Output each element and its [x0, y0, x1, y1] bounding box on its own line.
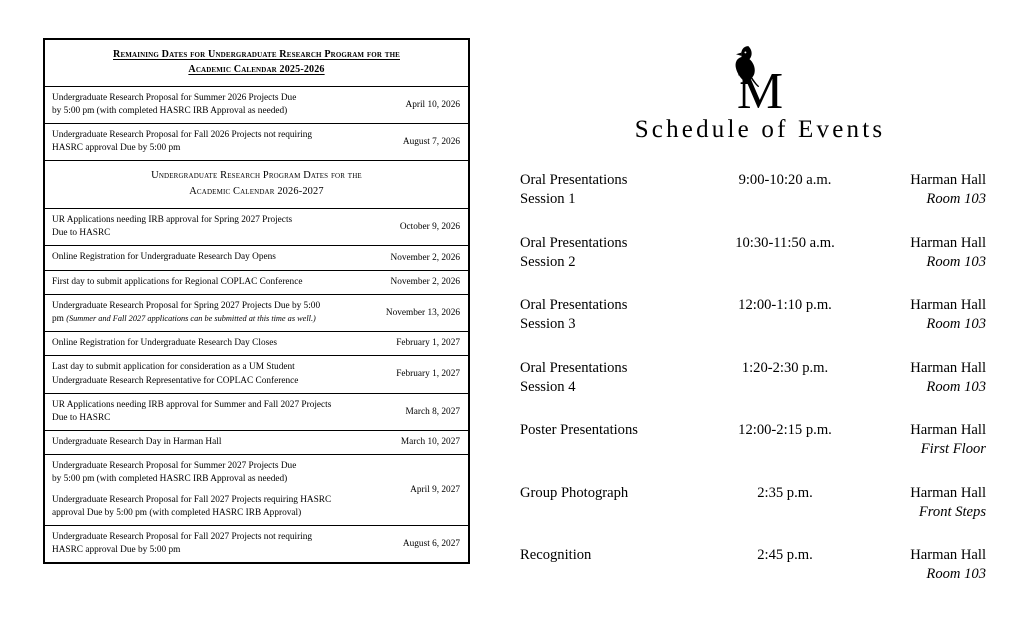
event-name-line2: Session 2: [520, 253, 576, 270]
table-row: [45, 295, 468, 332]
row-date: April 10, 2026: [405, 99, 460, 110]
table-section-header: [45, 40, 468, 87]
event-row: [520, 484, 1000, 523]
event-name: Oral Presentations Session 3: [520, 296, 705, 335]
events-list: [520, 171, 1000, 585]
row-date: November 2, 2026: [390, 276, 460, 287]
event-row: [520, 296, 1000, 335]
row-date: February 1, 2027: [396, 338, 460, 349]
event-name: Recognition: [520, 547, 592, 563]
event-location-detail: Room 103: [926, 191, 986, 208]
table-row: [45, 332, 468, 356]
event-name: Poster Presentations: [520, 422, 638, 438]
event-name: Oral Presentations Session 2: [520, 234, 705, 273]
event-location: Harman Hall Front Steps: [865, 484, 1000, 523]
hawk-on-m-logo-icon: [714, 36, 806, 114]
event-time: 10:30-11:50 a.m.: [735, 234, 835, 251]
row-note: (Summer and Fall 2027 applications can be submitted at this time as well.): [66, 313, 316, 323]
row-description: Undergraduate Research Proposal for Summer 2026 Projects Due by 5:00 pm (with completed HASRC IRB Approval as needed): [52, 92, 297, 116]
event-location: Harman Hall Room 103: [865, 359, 1000, 398]
event-time: 12:00-1:10 p.m.: [738, 297, 832, 313]
row-description: Undergraduate Research Day in Harman Hall: [52, 437, 222, 448]
row-date: August 6, 2027: [402, 538, 460, 549]
row-description: First day to submit applications for Regional COPLAC Conference: [52, 276, 303, 287]
row-description: Undergraduate Research Proposal for Spring 2027 Projects Due by 5:00 pm (Summer and Fall 2027 applications can be submitted at this time as well.): [52, 300, 321, 324]
table-row: [45, 246, 468, 270]
event-row: [520, 359, 1000, 398]
event-time: 12:00-2:15 p.m.: [738, 422, 832, 438]
table-row: [45, 394, 468, 431]
schedule-panel: [520, 36, 1000, 585]
event-name-line2: Session 3: [520, 316, 576, 333]
row-date: March 10, 2027: [400, 437, 460, 448]
event-time: 2:35 p.m.: [757, 484, 813, 501]
table-section-header: [45, 161, 468, 209]
event-location-detail: First Floor: [920, 441, 986, 458]
event-name-line2: Session 1: [520, 191, 576, 208]
row-description: Undergraduate Research Proposal for Summer 2027 Projects Due by 5:00 pm (with completed HASRC IRB Approval as needed) Undergraduate Research Proposal for Fall 2027 Projects requiring HASRC approval Due by 5:00 pm (with completed HASRC IRB Approval): [52, 461, 332, 518]
table-row: [45, 356, 468, 393]
event-location-detail: Room 103: [926, 566, 986, 583]
section-header-line: Remaining Dates for Undergraduate Research Program for the: [113, 49, 400, 60]
row-description: UR Applications needing IRB approval for Summer and Fall 2027 Projects Due to HASRC: [52, 399, 332, 423]
event-time: 2:45 p.m.: [757, 547, 813, 563]
event-time: 9:00-10:20 a.m.: [738, 172, 832, 188]
row-description: Undergraduate Research Proposal for Fall 2027 Projects not requiring HASRC approval Due by 5:00 pm: [52, 532, 313, 556]
table-row: [45, 209, 468, 246]
row-date: August 7, 2026: [402, 136, 460, 147]
event-location-detail: Room 103: [926, 253, 986, 270]
row-date: February 1, 2027: [396, 369, 460, 380]
event-location: Harman Hall Room 103: [865, 234, 1000, 273]
page-title: Schedule of Events: [634, 116, 886, 143]
section-header-line: Undergraduate Research Program Dates for the: [151, 170, 362, 182]
row-date: November 13, 2026: [385, 307, 460, 318]
table-row: [45, 124, 468, 161]
event-row: [520, 171, 1000, 210]
event-location: Harman Hall Room 103: [865, 546, 1000, 585]
table-row: [45, 455, 468, 526]
table-row: [45, 431, 468, 455]
event-location: Harman Hall Room 103: [865, 296, 1000, 335]
row-date: March 8, 2027: [405, 406, 460, 417]
row-description: UR Applications needing IRB approval for Spring 2027 Projects Due to HASRC: [52, 215, 293, 239]
section-header-line: Academic Calendar 2025-2026: [188, 64, 325, 76]
section-header-line: Academic Calendar 2026-2027: [189, 186, 324, 198]
event-location-detail: Room 103: [926, 378, 986, 395]
event-location-detail: Front Steps: [918, 503, 986, 520]
svg-text:M: M: [736, 63, 784, 114]
row-description: Last day to submit application for consideration as a UM Student Undergraduate Research Representative for COPLAC Conference: [52, 362, 299, 386]
table-row: [45, 526, 468, 562]
event-location: Harman Hall Room 103: [865, 171, 1000, 210]
table-row: [45, 87, 468, 124]
event-name-line2: Session 4: [520, 378, 576, 395]
table-row: [45, 271, 468, 295]
row-date: April 9, 2027: [410, 484, 460, 495]
event-location: Harman Hall First Floor: [865, 421, 1000, 460]
event-name: Oral Presentations Session 4: [520, 359, 705, 398]
event-row: [520, 421, 1000, 460]
event-row: [520, 234, 1000, 273]
row-description: Online Registration for Undergraduate Research Day Closes: [52, 338, 277, 349]
event-location-detail: Room 103: [926, 316, 986, 333]
dates-table: [43, 38, 470, 564]
event-name: Group Photograph: [520, 484, 629, 501]
row-date: November 2, 2026: [390, 252, 460, 263]
row-date: October 9, 2026: [399, 221, 460, 232]
row-description: Online Registration for Undergraduate Research Day Opens: [52, 252, 276, 263]
row-description: Undergraduate Research Proposal for Fall 2026 Projects not requiring HASRC approval Due by 5:00 pm: [52, 130, 313, 154]
logo-container: [520, 36, 1000, 114]
event-time: 1:20-2:30 p.m.: [741, 359, 829, 376]
event-row: [520, 546, 1000, 585]
event-name: Oral Presentations Session 1: [520, 171, 705, 210]
